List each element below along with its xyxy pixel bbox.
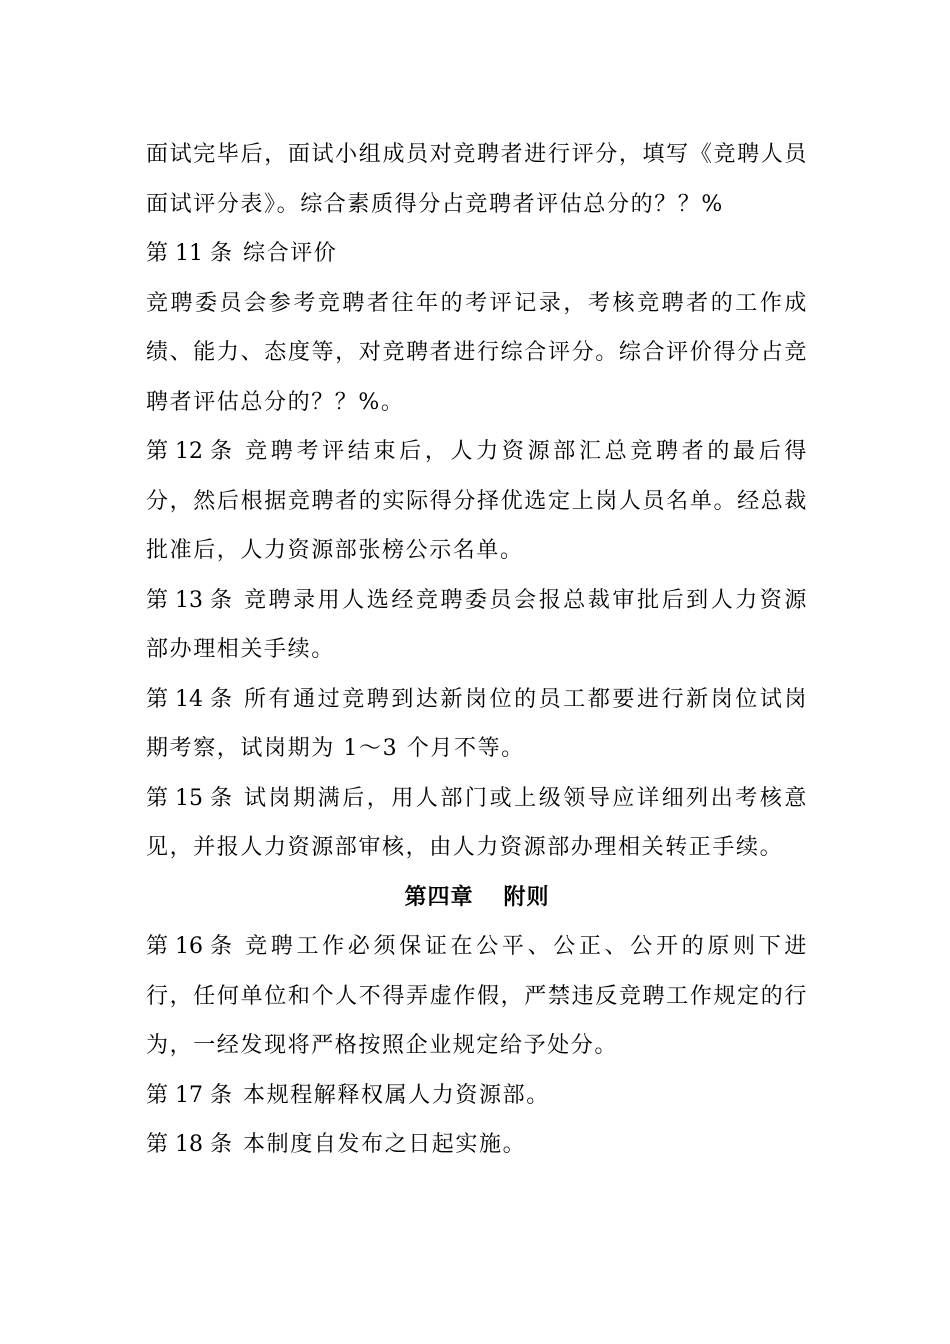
article-text: 试岗期满后，用人部门或上级领导应详细列出考核意见，并报人力资源部审核，由人力资源部办理相关转正手续。 bbox=[146, 785, 808, 860]
document-body bbox=[146, 130, 808, 1170]
article-number: 第 16 条 bbox=[146, 934, 232, 959]
article-14 bbox=[146, 675, 808, 774]
chapter-heading bbox=[146, 873, 808, 923]
article-11 bbox=[146, 229, 808, 279]
article-17 bbox=[146, 1071, 808, 1121]
article-number: 第 15 条 bbox=[146, 785, 232, 811]
article-number: 第 18 条 bbox=[146, 1132, 232, 1157]
article-text: 竞聘录用人选经竞聘委员会报总裁审批后到人力资源部办理相关手续。 bbox=[146, 587, 808, 662]
article-text: 竞聘考评结束后，人力资源部汇总竞聘者的最后得分，然后根据竞聘者的实际得分择优选定上岗人员名单。经总裁批准后，人力资源部张榜公示名单。 bbox=[146, 439, 808, 563]
article-number: 第 13 条 bbox=[146, 587, 232, 613]
article-number: 第 11 条 bbox=[146, 241, 232, 266]
article-16 bbox=[146, 922, 808, 1071]
chapter-number: 第四章 bbox=[404, 883, 474, 910]
article-text: 本规程解释权属人力资源部。 bbox=[243, 1082, 550, 1108]
article-text: 所有通过竞聘到达新岗位的员工都要进行新岗位试岗期考察，试岗期为 1～3 个月不等。 bbox=[146, 686, 808, 761]
article-13 bbox=[146, 576, 808, 675]
article-text: 本制度自发布之日起实施。 bbox=[243, 1132, 527, 1157]
paragraph-interview-scoring bbox=[146, 130, 808, 229]
paragraph-text: 面试完毕后，面试小组成员对竞聘者进行评分，填写《竞聘人员面试评分表》。综合素质得分占竞聘者评估总分的？？% bbox=[146, 142, 808, 217]
chapter-title: 附则 bbox=[503, 883, 550, 910]
article-text: 综合评价 bbox=[243, 241, 338, 266]
article-18 bbox=[146, 1120, 808, 1170]
article-15 bbox=[146, 774, 808, 873]
article-text: 竞聘工作必须保证在公平、公正、公开的原则下进行，任何单位和个人不得弄虚作假，严禁违反竞聘工作规定的行为，一经发现将严格按照企业规定给予处分。 bbox=[146, 934, 808, 1058]
paragraph-comprehensive-evaluation bbox=[146, 279, 808, 428]
article-number: 第 12 条 bbox=[146, 439, 232, 464]
paragraph-text: 竞聘委员会参考竞聘者往年的考评记录，考核竞聘者的工作成绩、能力、态度等，对竞聘者进行综合评分。综合评价得分占竞聘者评估总分的？？%。 bbox=[146, 290, 808, 415]
article-12 bbox=[146, 427, 808, 576]
article-number: 第 17 条 bbox=[146, 1082, 232, 1108]
article-number: 第 14 条 bbox=[146, 686, 232, 712]
